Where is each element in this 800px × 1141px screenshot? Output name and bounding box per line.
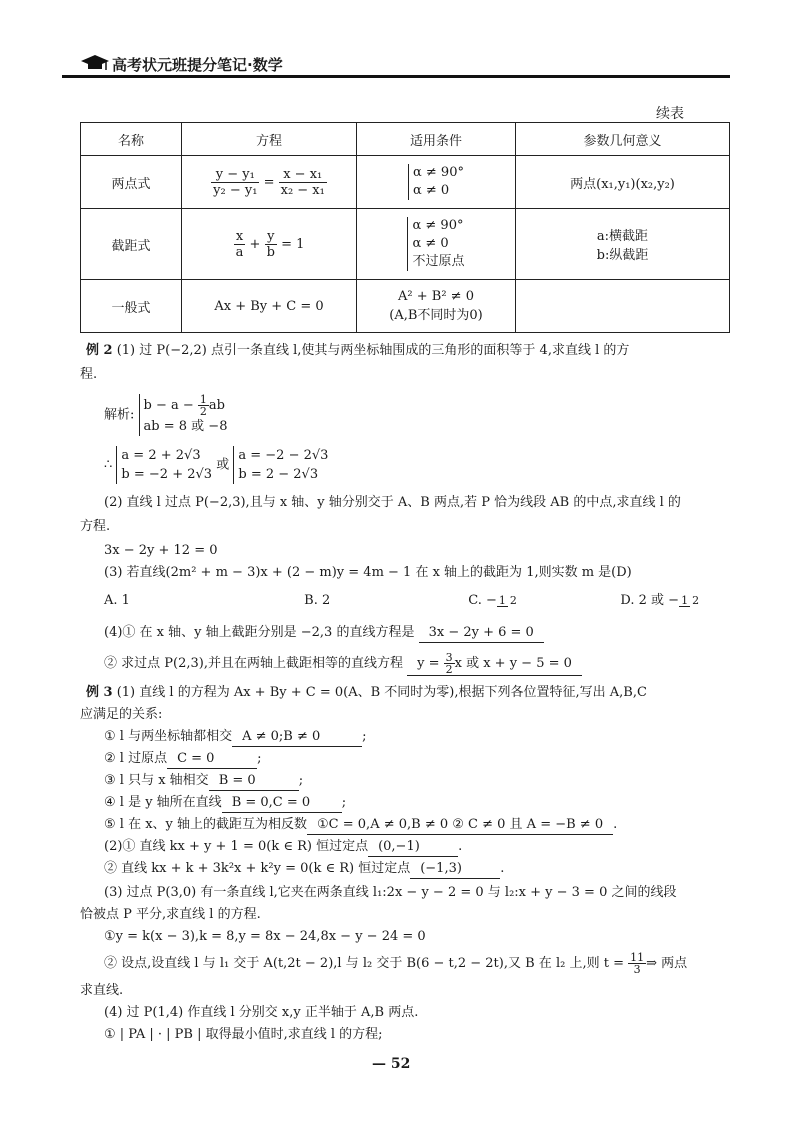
row-equation: Ax + By + C = 0 <box>182 280 357 333</box>
ex3-item-4: ④ l 是 y 轴所在直线 B = 0,C = 0 ; <box>104 794 744 813</box>
option-c: C. − 1 2 <box>468 593 517 608</box>
book-title: 高考状元班提分笔记·数学 <box>112 56 283 74</box>
row-meaning: a:横截距 b:纵截距 <box>516 209 730 280</box>
ex2-q1-cont: 程. <box>80 367 98 382</box>
ex2-q3-options <box>104 592 744 610</box>
col-header-equation: 方程 <box>182 123 357 156</box>
ex2-q2-answer: 3x − 2y + 12 = 0 <box>104 543 218 558</box>
ex3-q2a: (2)① 直线 kx + y + 1 = 0(k ∈ R) 恒过定点 (0,−1) . <box>104 838 744 857</box>
col-header-name: 名称 <box>81 123 182 156</box>
ex3-item-1: ① l 与两坐标轴都相交 A ≠ 0;B ≠ 0 ; <box>104 728 744 747</box>
header-rule <box>62 75 730 78</box>
row-name: 两点式 <box>81 156 182 209</box>
ex2-q2-cont: 方程. <box>80 519 111 534</box>
ex2-q1-text: (1) 过 P(−2,2) 点引一条直线 l,使其与两坐标轴围成的三角形的面积等于 4,求直线 l 的方 <box>116 343 630 358</box>
ex3-q3-line: (3) 过点 P(3,0) 有一条直线 l,它夹在两条直线 l₁:2x − y − 2 = 0 与 l₂:x + y − 3 = 0 之间的线段 <box>104 885 677 900</box>
ex2-solution: 解析: b − a − $\frac{1}{2}$ ab ab = 8 或 −8 <box>104 393 228 434</box>
ex3-q2b: ② 直线 kx + k + 3k²x + k²y = 0(k ∈ R) 恒过定点 (−1,3) . <box>104 860 744 879</box>
ex3-item-2: ② l 过原点 C = 0 ; <box>104 750 744 769</box>
ex3-item-5: ⑤ l 在 x、y 轴上的截距互为相反数 ①C = 0,A ≠ 0,B ≠ 0 ② C ≠ 0 且 A = −B ≠ 0 . <box>104 816 744 835</box>
table-row <box>81 156 730 209</box>
row-equation: $\frac{\text{y − y₁}}{\text{y₂ − y₁}}$ = $\frac{\text{x − x₁}}{\text{x₂ − x₁}}$ <box>182 156 357 209</box>
table-row <box>81 209 730 280</box>
row-name: 截距式 <box>81 209 182 280</box>
row-condition: α ≠ 90° α ≠ 0 不过原点 <box>357 209 516 280</box>
ex3-item-3: ③ l 只与 x 轴相交 B = 0 ; <box>104 772 744 791</box>
table-row <box>81 280 730 333</box>
row-meaning <box>516 280 730 333</box>
ex3-q4a-line: ① | PA | · | PB | 取得最小值时,求直线 l 的方程; <box>104 1027 383 1042</box>
ex2-q4b-line: ② 求过点 P(2,3),并且在两轴上截距相等的直线方程 y = $\frac{3}{2}$ x 或 x + y − 5 = 0 <box>104 652 744 676</box>
option-a: A. 1 <box>104 593 130 608</box>
ex2-q3-line: (3) 若直线(2m² + m − 3)x + (2 − m)y = 4m − 1 在 x 轴上的截距为 1,则实数 m 是(D) <box>104 565 632 580</box>
ex3-q3-cont: 恰被点 P 平分,求直线 l 的方程. <box>80 907 261 922</box>
ex3-a3-line2: ② 设点,设直线 l 与 l₁ 交于 A(t,2t − 2),l 与 l₂ 交于 B(6 − t,2 − 2t),又 B 在 l₂ 上,则 t = $\frac{11}{3}$ ⇒ 两点 <box>104 951 688 976</box>
graduation-cap-icon <box>80 54 110 72</box>
option-d: D. 2 或 − 1 2 <box>620 593 700 608</box>
line-equation-table <box>80 122 730 333</box>
ex3-a3-line3: 求直线. <box>80 983 124 998</box>
ex2-result: ∴ a = 2 + 2√3 b = −2 + 2√3 或 a = −2 − 2√3 b = 2 − 2√3 <box>104 448 329 482</box>
ex2-q1-line <box>86 342 726 360</box>
page-number: — 52 <box>372 1056 411 1072</box>
row-condition: α ≠ 90° α ≠ 0 <box>357 156 516 209</box>
table-continued-label: 续表 <box>656 106 684 122</box>
example-label: 例 2 <box>86 343 113 358</box>
example-label: 例 3 <box>86 685 113 700</box>
table-header-row <box>81 123 730 156</box>
ex3-q1-cont: 应满足的关系: <box>80 707 163 722</box>
ex2-q4a-line: (4)① 在 x 轴、y 轴上截距分别是 −2,3 的直线方程是 3x − 2y + 6 = 0 <box>104 624 744 643</box>
ex3-a3-line1: ①y = k(x − 3),k = 8,y = 8x − 24,8x − y − 24 = 0 <box>104 929 426 944</box>
page-header <box>62 48 730 76</box>
ex3-q4-line: (4) 过 P(1,4) 作直线 l 分别交 x,y 正半轴于 A,B 两点. <box>104 1005 419 1020</box>
row-equation: $\frac{x}{a}$ + $\frac{y}{b}$ = 1 <box>182 209 357 280</box>
row-meaning: 两点(x₁,y₁)(x₂,y₂) <box>516 156 730 209</box>
ex3-q1-line: 例 3 (1) 直线 l 的方程为 Ax + By + C = 0(A、B 不同时为零),根据下列各位置特征,写出 A,B,C <box>86 685 647 700</box>
row-name: 一般式 <box>81 280 182 333</box>
ex2-q2-line: (2) 直线 l 过点 P(−2,3),且与 x 轴、y 轴分别交于 A、B 两点,若 P 恰为线段 AB 的中点,求直线 l 的 <box>104 495 681 510</box>
row-condition: A² + B² ≠ 0 (A,B不同时为0) <box>357 280 516 333</box>
col-header-meaning: 参数几何意义 <box>516 123 730 156</box>
col-header-condition: 适用条件 <box>357 123 516 156</box>
option-b: B. 2 <box>304 593 331 608</box>
